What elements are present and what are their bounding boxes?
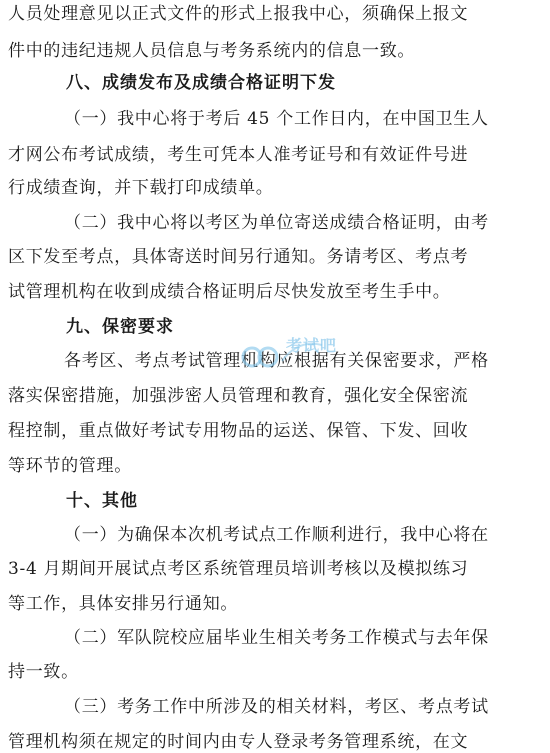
paragraph-line: 人员处理意见以正式文件的形式上报我中心，须确保上报文 [8,4,469,24]
paragraph-line: 程控制，重点做好考试专用物品的运送、保管、下发、回收 [8,421,469,441]
paragraph-line: 3-4 月期间开展试点考区系统管理员培训考核以及模拟练习 [8,559,469,579]
paragraph-line: （二）我中心将以考区为单位寄送成绩合格证明，由考 [64,213,489,233]
section-heading: 九、保密要求 [66,317,174,337]
paragraph-line: （一）为确保本次机考试点工作顺利进行，我中心将在 [64,525,489,545]
paragraph-line: 落实保密措施，加强涉密人员管理和教育，强化安全保密流 [8,386,469,406]
paragraph-line: 件中的违纪违规人员信息与考务系统内的信息一致。 [8,41,416,61]
paragraph-line: 才网公布考试成绩，考生可凭本人准考证号和有效证件号进 [8,145,469,165]
paragraph-line: 各考区、考点考试管理机构应根据有关保密要求，严格 [64,351,489,371]
paragraph-line: 等工作，具体安排另行通知。 [8,594,239,614]
section-heading: 十、其他 [66,491,138,511]
paragraph-line: 行成绩查询，并下载打印成绩单。 [8,178,274,198]
paragraph-line: 区下发至考点，具体寄送时间另行通知。务请考区、考点考 [8,247,469,267]
paragraph-line: （三）考务工作中所涉及的相关材料，考区、考点考试 [64,697,489,717]
paragraph-line: 试管理机构在收到成绩合格证明后尽快发放至考生手中。 [8,282,451,302]
paragraph-line: 管理机构须在规定的时间内由专人登录考务管理系统，在文 [8,732,469,752]
paragraph-line: 等环节的管理。 [8,456,132,476]
section-heading: 八、成绩发布及成绩合格证明下发 [66,73,336,93]
paragraph-line: （二）军队院校应届毕业生相关考务工作模式与去年保 [64,628,489,648]
paragraph-line: （一）我中心将于考后 45 个工作日内，在中国卫生人 [64,109,489,129]
paragraph-line: 持一致。 [8,662,79,682]
watermark-text: 考试吧 [286,336,338,355]
